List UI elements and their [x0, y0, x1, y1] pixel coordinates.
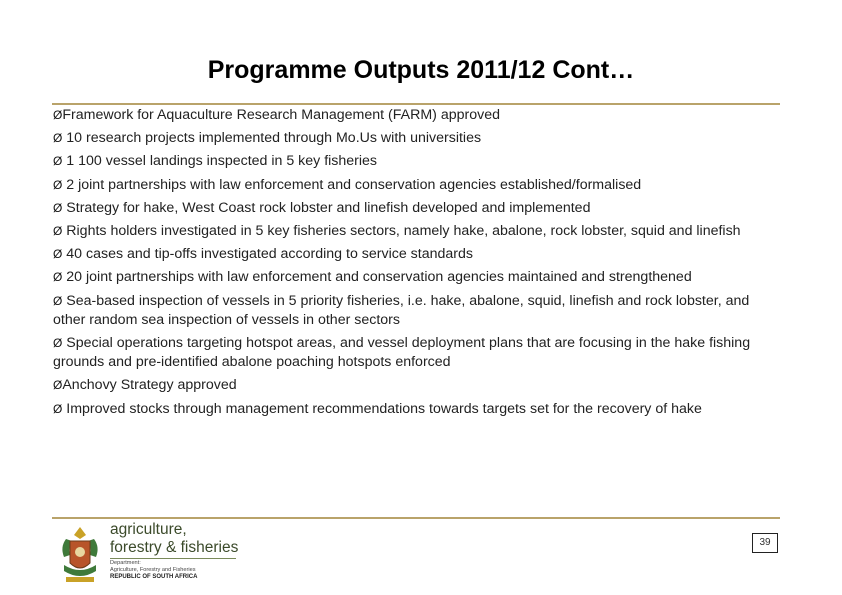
- bullet-item: [53, 222, 785, 241]
- arrow-bullet-icon: Ø: [53, 336, 63, 351]
- bullet-text: Sea-based inspection of vessels in 5 priority fisheries, i.e. hake, abalone, squid, linefish and rock lobster, and other random sea inspection of vessels in other sectors: [53, 292, 750, 328]
- bullet-text: Framework for Aquaculture Research Management (FARM) approved: [62, 107, 500, 123]
- bullet-item: [53, 334, 785, 372]
- bullet-text: 1 100 vessel landings inspected in 5 key fisheries: [62, 153, 378, 170]
- bullet-item: [53, 245, 785, 264]
- arrow-bullet-icon: Ø: [53, 154, 63, 169]
- department-sub-line-2: Agriculture, Forestry and Fisheries: [110, 567, 196, 574]
- department-line-1: agriculture,: [110, 521, 187, 538]
- bullet-item: [53, 292, 785, 330]
- page-number: 39: [752, 533, 778, 553]
- arrow-bullet-icon: Ø: [53, 401, 63, 416]
- bullet-text: Strategy for hake, West Coast rock lobster and linefish developed and implemented: [62, 199, 591, 216]
- arrow-bullet-icon: Ø: [53, 131, 63, 146]
- department-name: [110, 521, 238, 557]
- bullet-list: [53, 106, 785, 423]
- arrow-bullet-icon: Ø: [53, 224, 63, 239]
- bullet-item: [53, 268, 785, 287]
- bullet-item: [53, 400, 785, 419]
- bullet-text: Anchovy Strategy approved: [62, 377, 237, 394]
- arrow-bullet-icon: Ø: [53, 247, 63, 262]
- bullet-item: [53, 129, 785, 148]
- bullet-text: 2 joint partnerships with law enforcement and conservation agencies established/formalised: [62, 176, 642, 193]
- bottom-divider: [52, 517, 780, 519]
- bullet-text: Rights holders investigated in 5 key fisheries sectors, namely hake, abalone, rock lobster, squid and linefish: [62, 223, 741, 240]
- bullet-text: Special operations targeting hotspot areas, and vessel deployment plans that are focusing in the hake fishing grounds and pre-identified abalone poaching hotspots enforced: [53, 335, 751, 371]
- bullet-item: [53, 106, 785, 125]
- arrow-bullet-icon: Ø: [53, 378, 63, 393]
- arrow-bullet-icon: Ø: [53, 293, 63, 308]
- bullet-text: Improved stocks through management recommendations towards targets set for the recovery of hake: [62, 400, 702, 417]
- bullet-text: 20 joint partnerships with law enforcement and conservation agencies maintained and strengthened: [62, 269, 692, 286]
- top-divider: [52, 103, 780, 105]
- bullet-text: 40 cases and tip-offs investigated according to service standards: [62, 246, 473, 263]
- arrow-bullet-icon: Ø: [53, 108, 63, 122]
- arrow-bullet-icon: Ø: [53, 200, 63, 215]
- bullet-item: [53, 199, 785, 218]
- slide-title: Programme Outputs 2011/12 Cont…: [207, 56, 635, 84]
- bullet-item: [53, 376, 785, 395]
- bullet-item: [53, 152, 785, 171]
- bullet-item: [53, 176, 785, 195]
- department-line-2: forestry & fisheries: [110, 539, 239, 556]
- republic-label: REPUBLIC OF SOUTH AFRICA: [110, 574, 198, 581]
- arrow-bullet-icon: Ø: [53, 270, 63, 285]
- department-divider: [110, 558, 236, 559]
- arrow-bullet-icon: Ø: [53, 177, 63, 192]
- department-subtitle: [110, 560, 197, 582]
- department-sub-line-1: Department:: [110, 560, 141, 566]
- bullet-text: 10 research projects implemented through Mo.Us with universities: [62, 130, 482, 147]
- coat-of-arms-icon: [56, 525, 104, 587]
